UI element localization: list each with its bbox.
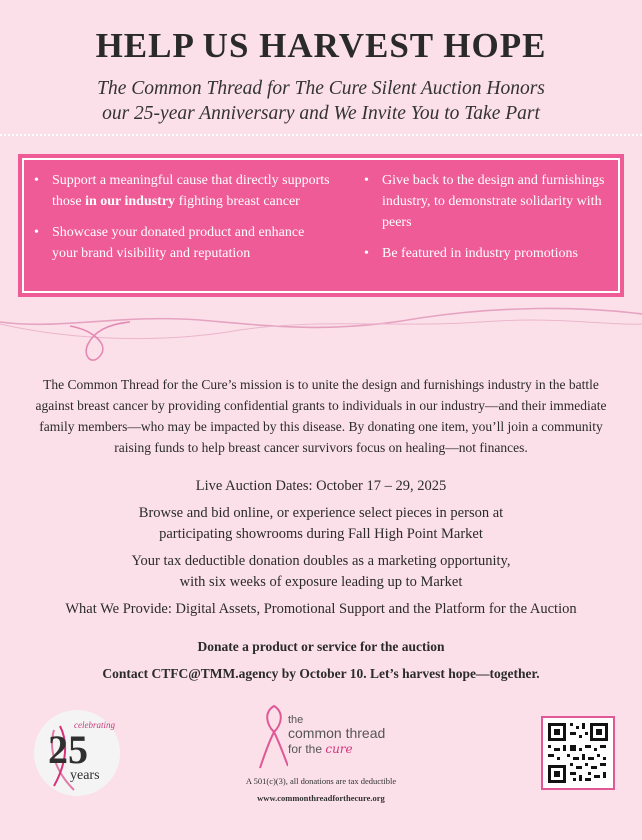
qr-code <box>541 716 615 790</box>
subtitle-line-2: our 25-year Anniversary and We Invite You to Take Part <box>102 103 540 124</box>
tax-deductible-note: A 501(c)(3), all donations are tax deductible <box>245 776 397 786</box>
website-link[interactable]: www.commonthreadforthecure.org <box>257 793 385 803</box>
benefit-text: fighting breast cancer <box>175 194 300 209</box>
auction-dates: Live Auction Dates: October 17 – 29, 2025 <box>195 478 447 494</box>
qr-code-graphic <box>543 718 613 788</box>
tax-line-2: with six weeks of exposure leading up to Market <box>179 574 463 590</box>
anniversary-badge <box>34 710 120 796</box>
cta-line-1: Donate a product or service for the auction <box>197 639 445 654</box>
badge-number: 25 <box>48 727 88 772</box>
logo-cure: cure <box>325 742 353 756</box>
benefit-item <box>362 243 612 264</box>
badge-celebrating: celebrating <box>74 720 115 730</box>
mission-statement: The Common Thread for the Cure’s mission is to unite the design and furnishings industry in the battle against breast cancer by providing confidential grants to individuals in our industry—and their immediate family members—who may be impacted by this disease. By donating one item, you’ll join a community raising funds to help breast cancer survivors focus on healing—not finances. <box>35 377 607 455</box>
logo-for-the: for the <box>288 742 326 756</box>
benefit-text: Support a meaningful cause that directly supports those <box>52 173 330 209</box>
logo-line-for-the-cure <box>288 742 353 756</box>
tax-info <box>20 551 622 593</box>
pink-ribbon-icon <box>258 702 288 772</box>
page-subtitle <box>40 76 602 126</box>
what-we-provide: What We Provide: Digital Assets, Promotional Support and the Platform for the Auction <box>65 601 577 617</box>
benefit-text: Showcase your donated product and enhance your brand visibility and reputation <box>52 225 305 261</box>
benefit-text: Give back to the design and furnishings industry, to demonstrate solidarity with peers <box>382 173 605 230</box>
subtitle-line-1: The Common Thread for The Cure Silent Auction Honors <box>97 78 545 99</box>
browse-line-2: participating showrooms during Fall High Point Market <box>159 526 483 542</box>
benefit-item <box>32 170 332 212</box>
benefits-right-column <box>362 170 612 274</box>
logo-line-common-thread: common thread <box>288 725 386 741</box>
benefit-item <box>32 222 332 264</box>
dotted-divider <box>0 134 642 136</box>
auction-details <box>20 476 622 626</box>
page-title: HELP US HARVEST HOPE <box>95 26 547 65</box>
benefits-left-column <box>32 170 332 274</box>
badge-years: years <box>70 768 100 783</box>
benefits-box <box>18 154 624 297</box>
cta-line-2: Contact CTFC@TMM.agency by October 10. Let’s harvest hope—together. <box>102 666 540 681</box>
benefit-item <box>362 170 612 233</box>
benefit-emphasis: in our industry <box>85 194 176 209</box>
logo-line-the: the <box>288 714 304 726</box>
browse-info <box>20 503 622 545</box>
tax-line-1: Your tax deductible donation doubles as a marketing opportunity, <box>131 553 511 569</box>
browse-line-1: Browse and bid online, or experience select pieces in person at <box>138 505 504 521</box>
benefit-text: Be featured in industry promotions <box>382 246 578 261</box>
decorative-ribbon-swirl <box>0 300 642 370</box>
organization-logo <box>258 702 408 772</box>
call-to-action <box>20 636 622 690</box>
